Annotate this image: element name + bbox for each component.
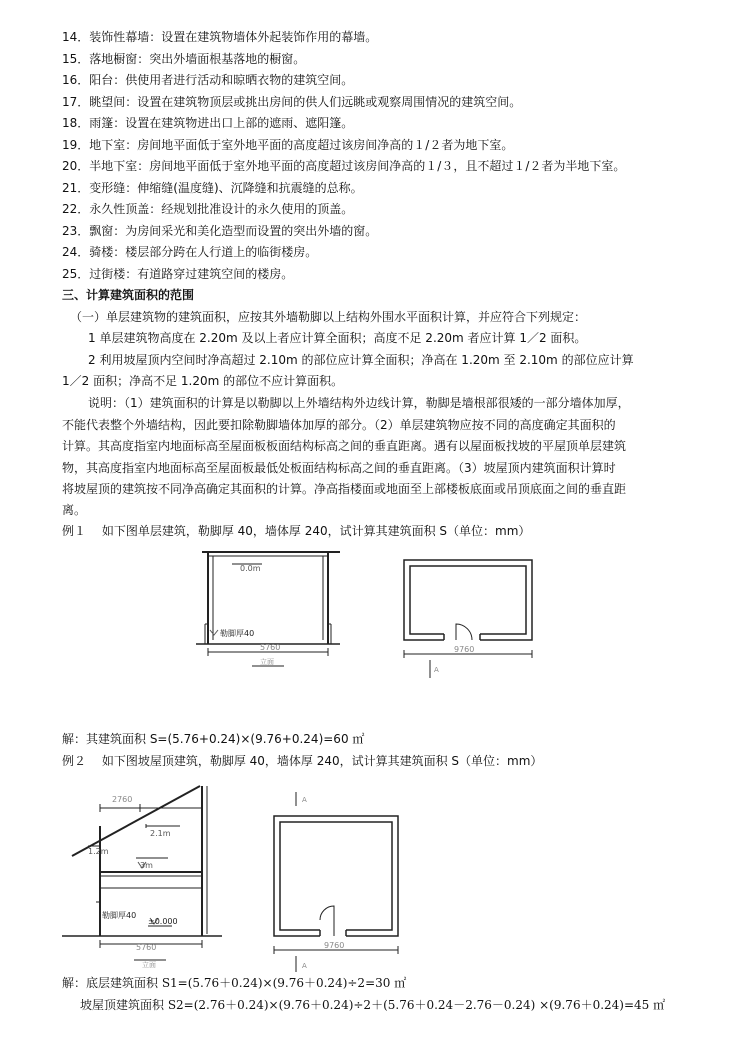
example-2-title: 例２ 如下图坡屋顶建筑，勒脚厚 40，墙体厚 240，试计算其建筑面积 S（单位：mm）	[62, 754, 543, 768]
example-2-solution-1: 解：底层建筑面积 S1=(5.76＋0.24)×(9.76＋0.24)÷2=30 ㎡	[62, 976, 407, 990]
plan-axis-label-bottom: A	[302, 962, 307, 970]
explanation-line-2: 不能代表整个外墙结构，因此要扣除勒脚墙体加厚的部分。（2）单层建筑物应按不同的高度确定其面积的	[62, 418, 616, 432]
section-title: 三、计算建筑面积的范围	[62, 288, 195, 302]
rule-2b: 1／2 面积；净高不足 1.20m 的部位不应计算面积。	[62, 374, 344, 388]
example-2-plan-figure	[266, 788, 416, 972]
explanation-line-5: 将坡屋顶的建筑按不同净高确定其面积的计算。净高指楼面或地面至上部楼板底面或吊顶底面之间的垂直距	[62, 482, 627, 496]
definition-24: 24．骑楼：楼层部分跨在人行道上的临街楼房。	[62, 245, 318, 259]
plan-axis-label: A	[434, 666, 439, 674]
inner-wall	[410, 566, 526, 634]
rule-intro: （一）单层建筑物的建筑面积，应按其外墙勒脚以上结构外围水平面积计算，并应符合下列规定：	[70, 310, 587, 324]
rule-1: 1 单层建筑物高度在 2.20m 及以上者应计算全面积；高度不足 2.20m 者应计算 1／2 面积。	[88, 331, 587, 345]
definition-14: 14．装饰性幕墙：设置在建筑物墙体外起装饰作用的幕墙。	[62, 30, 378, 44]
definition-22: 22．永久性顶盖：经规划批准设计的永久使用的顶盖。	[62, 202, 354, 216]
door-swing	[456, 624, 472, 640]
definition-23: 23．飘窗：为房间采光和美化造型而设置的突出外墙的窗。	[62, 224, 378, 238]
height-label: 0.0m	[240, 564, 261, 573]
door-swing	[320, 906, 334, 936]
top-width-label: 2760	[112, 795, 133, 804]
explanation-line-3: 计算。其高度指室内地面标高至屋面板板面结构标高之间的垂直距离。遇有以屋面板找坡的平屋顶单层建筑	[62, 439, 627, 453]
outer-wall	[274, 816, 398, 936]
inner-wall	[280, 822, 392, 930]
example-1-elevation-figure	[196, 542, 346, 682]
definition-17: 17．眺望间：设置在建筑物顶层或挑出房间的供人们远眺或观察周围情况的建筑空间。	[62, 95, 522, 109]
rule-2a: 2 利用坡屋顶内空间时净高超过 2.10m 的部位应计算全面积；净高在 1.20m 至 2.10m 的部位应计算	[88, 353, 634, 367]
zero-elevation-label: ±0.000	[148, 917, 178, 926]
definition-15: 15．落地橱窗：突出外墙面根基落地的橱窗。	[62, 52, 306, 66]
definition-25: 25．过街楼：有道路穿过建筑空间的楼房。	[62, 267, 294, 281]
definition-20: 20．半地下室：房间地平面低于室外地平面的高度超过该房间净高的１/３，且不超过１/２者为半地下室。	[62, 159, 626, 173]
floor-height-label: 3m	[140, 861, 153, 870]
outer-wall	[404, 560, 532, 640]
example-1-solution: 解：其建筑面积 S=(5.76+0.24)×(9.76+0.24)=60 ㎡	[62, 732, 365, 746]
plan-width-label: 9760	[324, 941, 345, 950]
h-1-2-label: 1.2m	[88, 847, 109, 856]
plinth-label: 勒脚厚40	[220, 629, 255, 638]
plan-axis-label-top: A	[302, 796, 307, 804]
elevation-label: 立面	[260, 658, 274, 666]
explanation-line-1: 说明：（1）建筑面积的计算是以勒脚以上外墙结构外边线计算，勒脚是墙根部很矮的一部分墙体加厚，	[88, 396, 630, 410]
example-2-solution-2: 坡屋顶建筑面积 S2=(2.76＋0.24)×(9.76＋0.24)÷2＋(5.76＋0.24－2.76－0.24) ×(9.76＋0.24)=45 ㎡	[80, 998, 666, 1012]
explanation-line-4: 物，其高度指室内地面标高至屋面板最低处板面结构标高之间的垂直距离。（3）坡屋顶内建筑面积计算时	[62, 461, 616, 475]
explanation-line-6: 离。	[62, 503, 87, 517]
definition-16: 16．阳台：供使用者进行活动和晾晒衣物的建筑空间。	[62, 73, 354, 87]
definition-21: 21．变形缝：伸缩缝(温度缝)、沉降缝和抗震缝的总称。	[62, 181, 363, 195]
width-label: 5760	[136, 943, 157, 952]
width-label: 5760	[260, 643, 281, 652]
plinth-label: 勒脚厚40	[102, 911, 137, 920]
elevation-label: 立面	[142, 961, 156, 969]
definition-19: 19．地下室：房间地平面低于室外地平面的高度超过该房间净高的１/２者为地下室。	[62, 138, 514, 152]
example-1-title: 例１ 如下图单层建筑，勒脚厚 40，墙体厚 240，试计算其建筑面积 S（单位：mm）	[62, 524, 531, 538]
plan-width-label: 9760	[454, 645, 475, 654]
example-2-elevation-figure	[62, 778, 222, 970]
example-1-plan-figure	[398, 554, 546, 684]
definition-18: 18．雨篷：设置在建筑物进出口上部的遮雨、遮阳篷。	[62, 116, 354, 130]
h-2-1-label: 2.1m	[150, 829, 171, 838]
